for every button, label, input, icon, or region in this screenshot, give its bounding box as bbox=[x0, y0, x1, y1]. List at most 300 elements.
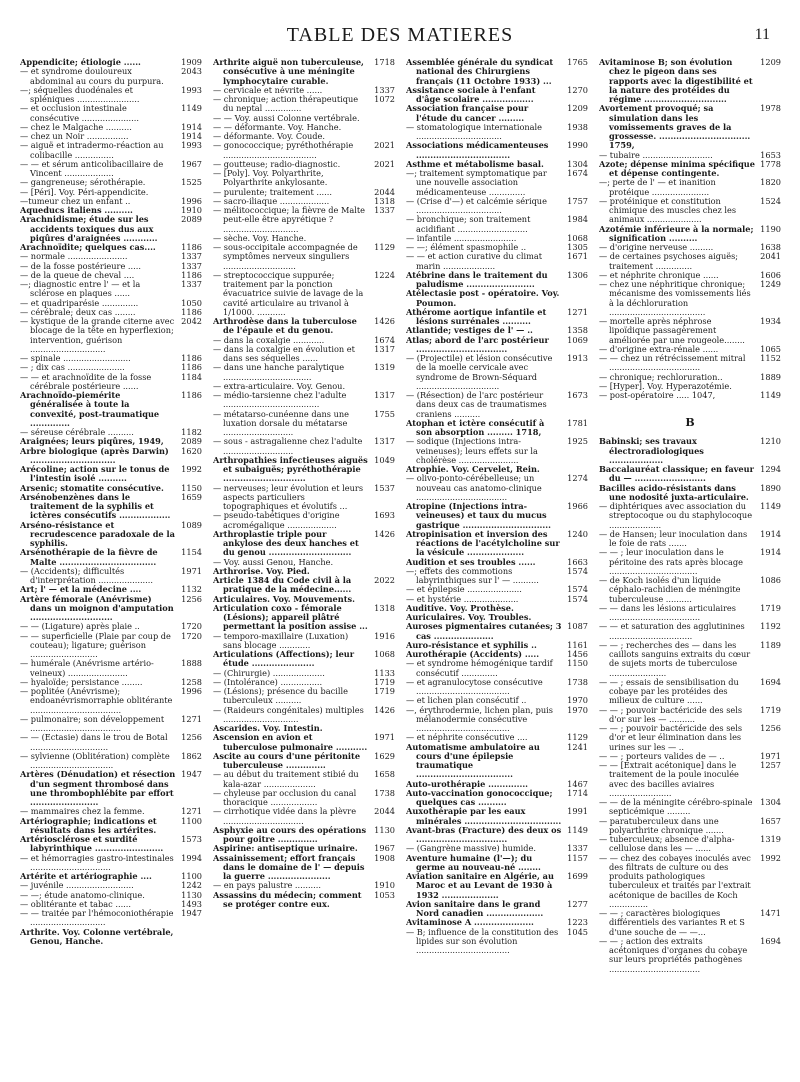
index-entry-term: — au début du traitement stibié du kala-azar .................... bbox=[213, 769, 359, 789]
index-entry bbox=[599, 252, 781, 271]
index-entry-term: — — et arachnoïdite de la fosse cérébrale postérieure ...... bbox=[20, 371, 152, 391]
index-entry-term: —; traitement symptomatique par une nouvelle association médicamenteuse .............. bbox=[406, 168, 547, 197]
index-entry-page: 2089 bbox=[181, 436, 202, 447]
index-entry-term: — — et saturation des agglutinines ................................ bbox=[599, 621, 745, 641]
index-entry-term: — —; élément spasmophile .. bbox=[406, 242, 527, 252]
index-entry bbox=[20, 548, 202, 567]
index-entry bbox=[20, 391, 202, 428]
index-entry-page: 1132 bbox=[181, 584, 202, 595]
index-entry-page: 1658 bbox=[374, 769, 395, 780]
index-entry-page: 1638 bbox=[760, 242, 781, 252]
index-entry-page: 1318 bbox=[374, 195, 395, 206]
index-entry-term: Assemblée générale du syndicat national des Chirurgiens français (11 Octobre 1933) ... bbox=[406, 58, 554, 86]
index-entry bbox=[599, 225, 781, 244]
index-entry-term: — — ; leur inoculation dans le péritoine des rats après blocage .................................. bbox=[599, 547, 743, 576]
index-entry-term: Atropinisation et inversion des réactions de l'acétylcholine sur la vésicule .................... bbox=[406, 528, 560, 558]
index-entry-term: — — et sérum anticolibacillaire de Vincent ................... bbox=[20, 158, 164, 178]
index-entry-term: Babinski; ses travaux électroradiologiques ................... bbox=[599, 436, 704, 465]
index-entry-page: 1209 bbox=[567, 103, 588, 114]
index-entry-page: 1186 bbox=[181, 306, 202, 317]
index-entry-term: — et hémorragies gastro-intestinales ............................... bbox=[20, 852, 174, 872]
index-entry-page: 1130 bbox=[374, 824, 395, 835]
index-entry-page: 1129 bbox=[374, 242, 395, 252]
index-entry-term: — dans une hanche paralytique .................................. bbox=[213, 362, 345, 382]
index-entry-page: 1916 bbox=[374, 630, 395, 641]
index-entry-page: 1150 bbox=[181, 482, 202, 493]
index-entry-page: 1319 bbox=[374, 362, 395, 373]
index-entry-page: 1224 bbox=[374, 269, 395, 280]
index-entry bbox=[406, 215, 588, 234]
index-entry-term: —tumeur chez un enfant .. bbox=[20, 195, 131, 206]
index-entry-term: Appendicite; étiologie ...... bbox=[20, 58, 141, 67]
index-entry-term: — chez un Noir ................ bbox=[20, 131, 129, 141]
index-entry-page: 1358 bbox=[567, 325, 588, 336]
index-entry-page: 1100 bbox=[181, 815, 202, 826]
index-column-1 bbox=[20, 58, 202, 1076]
index-entry-term: — (Intolérance) ................ bbox=[213, 676, 323, 687]
index-entry-term: — — dans les lésions articulaires ................................... bbox=[599, 602, 736, 622]
index-entry-term: — chronique; action thérapeutique du neptal .............. bbox=[213, 94, 359, 114]
index-entry-page: 1765 bbox=[567, 58, 588, 67]
index-entry-term: — — et action curative du climat marin .................... bbox=[406, 251, 543, 271]
index-entry-term: Auto-urothérapie .............. bbox=[406, 778, 529, 789]
index-entry-page: 1996 bbox=[181, 686, 202, 696]
index-entry bbox=[20, 493, 202, 521]
index-entry-term: — kystique de la grande citerne avec blocage de la tête en hyperflexion; intervention, guérison ............................. bbox=[20, 316, 175, 354]
index-entry-page: 1294 bbox=[760, 464, 781, 474]
index-entry bbox=[406, 900, 588, 919]
index-entry-page: 1186 bbox=[181, 362, 202, 373]
index-entry-term: — olivo-ponto-cérébelleuse; un nouveau cas anatomo-clinique ................................... bbox=[406, 473, 542, 502]
index-entry bbox=[406, 706, 588, 734]
index-entry-term: — normale ....................... bbox=[20, 251, 128, 262]
index-entry-page: 1271 bbox=[181, 806, 202, 817]
index-entry-page: 1992 bbox=[181, 464, 202, 474]
index-entry bbox=[599, 854, 781, 910]
index-entry bbox=[406, 336, 588, 355]
index-entry-term: — cirrhotique vidée dans la plèvre ............................... bbox=[213, 806, 357, 826]
index-entry bbox=[213, 789, 395, 808]
index-entry-term: — et néphrite consécutive .... bbox=[406, 732, 528, 743]
index-entry-page: 1189 bbox=[760, 639, 781, 650]
index-entry-term: — goutteuse; radio-diagnostic. bbox=[213, 158, 341, 169]
index-entry-term: Asphyxie au cours des opérations pour goitre .............. bbox=[213, 824, 367, 844]
index-entry-page: 1271 bbox=[567, 306, 588, 317]
index-entry-page: 1719 bbox=[760, 602, 781, 613]
index-entry-page: 1738 bbox=[374, 787, 395, 798]
index-entry-term: —, érythrodermie, lichen plan, puis mélanodermie consécutive .................................... bbox=[406, 704, 553, 733]
index-entry-page: 1337 bbox=[374, 205, 395, 215]
index-entry bbox=[406, 437, 588, 465]
index-entry-page: 1890 bbox=[760, 482, 781, 493]
index-entry-term: — Voy. aussi Genou, Hanche. bbox=[213, 556, 334, 567]
index-entry bbox=[599, 622, 781, 641]
index-entry-term: Atrophie. Voy. Cervelet, Rein. bbox=[406, 464, 540, 474]
index-entry bbox=[213, 650, 395, 669]
index-entry-page: 1889 bbox=[760, 371, 781, 382]
index-entry-page: 1304 bbox=[567, 158, 588, 169]
index-entry-term: — mortelle après néphrose lipoïdique passagèrement améliorée par une rougeole........ bbox=[599, 316, 745, 345]
index-entry-term: Articulaires. Voy. Mouvements. bbox=[213, 593, 355, 604]
index-entry-term: — — ; pouvoir bactéricide des sels d'or sur les — .......... bbox=[599, 704, 743, 724]
index-entry-term: Arsenic; stomatite consécutive. bbox=[20, 482, 164, 493]
index-entry-term: — — Voy. aussi Colonne vertébrale. bbox=[213, 112, 360, 123]
index-entry bbox=[406, 530, 588, 558]
index-entry-term: — (Lésions); présence du bacille tuberculeux .......... bbox=[213, 686, 348, 706]
index-entry-term: Artère fémorale (Anévrisme) dans un moignon d'amputation ............................. bbox=[20, 593, 174, 622]
index-entry bbox=[406, 789, 588, 808]
index-entry-page: 1914 bbox=[760, 528, 781, 539]
index-entry-page: 1186 bbox=[181, 390, 202, 400]
index-entry bbox=[213, 58, 395, 86]
index-entry-page: 1990 bbox=[567, 140, 588, 151]
index-entry-page: 1157 bbox=[567, 852, 588, 863]
index-entry-term: Avitaminose A ..................... bbox=[406, 917, 534, 928]
index-entry-term: Arachnoïdo-piemérite généralisée à toute la convexité, post-traumatique .............. bbox=[20, 390, 160, 428]
index-entry bbox=[20, 752, 202, 771]
index-entry-term: —; effets des commotions labyrinthiques sur l' — .......... bbox=[406, 565, 539, 585]
index-entry bbox=[406, 659, 588, 678]
index-entry bbox=[213, 345, 395, 364]
index-entry-page: 2041 bbox=[760, 251, 781, 262]
index-entry bbox=[20, 733, 202, 752]
index-entry bbox=[213, 604, 395, 632]
index-entry-page: 1971 bbox=[374, 732, 395, 743]
index-entry bbox=[406, 289, 588, 308]
index-entry-page: 1694 bbox=[760, 935, 781, 946]
index-entry-term: Atélectasie post - opératoire. Voy. Poumon. bbox=[406, 288, 560, 308]
index-entry-page: 2042 bbox=[181, 316, 202, 326]
index-entry-page: 1978 bbox=[760, 103, 781, 114]
index-entry-page: 1925 bbox=[567, 436, 588, 447]
index-entry-page: 1693 bbox=[374, 510, 395, 521]
index-entry-term: — et hystérie ..................... bbox=[406, 593, 519, 604]
index-entry bbox=[20, 595, 202, 623]
index-entry-term: — sylvienne (Oblitération) complète ................................ bbox=[20, 750, 170, 770]
index-entry-page: 1190 bbox=[760, 223, 781, 234]
index-entry-page: 1992 bbox=[760, 852, 781, 863]
index-entry-term: — d'origine extra-rénale ...... bbox=[599, 343, 719, 354]
index-entry-term: — séreuse cérébrale .......... bbox=[20, 427, 134, 437]
index-entry-page: 1493 bbox=[181, 898, 202, 909]
index-entry-term: — chez une néphritique chronique; mécanisme des vomissements liés à la déchloruration ..................................... bbox=[599, 279, 751, 317]
index-entry-term: — tuberculeux; absence d'alpha-cellulose dans les — ...... bbox=[599, 834, 735, 854]
index-entry-page: 1045 bbox=[567, 926, 588, 937]
index-entry-page: 1319 bbox=[760, 834, 781, 844]
index-entry-term: — juvénile .......................... bbox=[20, 880, 134, 891]
index-entry bbox=[20, 928, 202, 947]
index-entry bbox=[599, 817, 781, 836]
index-entry bbox=[406, 826, 588, 845]
index-entry-page: 1258 bbox=[181, 676, 202, 687]
index-entry-page: 1130 bbox=[181, 889, 202, 900]
index-entry-term: Atropine (Injections intra-veineuses) et taux du mucus gastrique ............................... bbox=[406, 501, 551, 530]
index-entry bbox=[599, 280, 781, 317]
index-entry-page: 1089 bbox=[181, 519, 202, 530]
index-entry-term: Aventure humaine (l'—); du germe au nouveau-né ........ bbox=[406, 852, 541, 872]
index-entry-term: Aspirine: antiseptique urinaire. bbox=[213, 843, 358, 854]
index-column-4 bbox=[599, 58, 781, 1076]
index-entry-page: 1714 bbox=[567, 787, 588, 798]
index-entry bbox=[406, 502, 588, 530]
index-entry-term: Azote; dépense minima spécifique et dépense contingente. bbox=[599, 158, 755, 178]
index-entry bbox=[213, 576, 395, 595]
index-entry-page: 1223 bbox=[567, 917, 588, 928]
index-entry-page: 1573 bbox=[181, 834, 202, 844]
index-entry-term: — — chez un rétrécissement mitral ................................... bbox=[599, 353, 746, 373]
index-entry-term: Ascite au cours d'une péritonite tuberculeuse .............. bbox=[213, 750, 361, 770]
index-entry-page: 1100 bbox=[181, 871, 202, 881]
index-entry-term: Atébrine dans le traitement du paludisme ........................ bbox=[406, 269, 548, 289]
index-entry bbox=[406, 308, 588, 327]
index-entry-page: 2044 bbox=[374, 806, 395, 817]
index-entry-term: — dans la coxalgie en évolution et dans ses séquelles ...... bbox=[213, 343, 355, 363]
index-entry bbox=[213, 363, 395, 382]
index-entry-page: 1069 bbox=[567, 334, 588, 345]
index-entry-term: — (Résection) de l'arc postérieur dans deux cas de traumatismes craniens .......... bbox=[406, 390, 547, 419]
index-entry bbox=[20, 854, 202, 873]
index-entry-term: — (Chirurgie) .................... bbox=[213, 667, 325, 678]
index-entry bbox=[213, 854, 395, 882]
index-entry bbox=[20, 160, 202, 179]
index-entry-term: Arthrite aiguë non tuberculeuse, consécutive à une méningite lymphocytaire curable. bbox=[213, 58, 364, 86]
index-entry bbox=[599, 354, 781, 373]
index-entry bbox=[406, 928, 588, 956]
index-entry-term: Arbre biologique (après Darwin) .............................. bbox=[20, 445, 169, 465]
index-entry-term: Artériographie; indications et résultats dans les artérites. bbox=[20, 815, 157, 835]
index-entry-page: 1257 bbox=[760, 760, 781, 770]
index-entry-page: 1426 bbox=[374, 316, 395, 326]
index-entry bbox=[213, 807, 395, 826]
index-entry-page: 1065 bbox=[760, 343, 781, 354]
index-entry-term: — oblitérante et tabac ...... bbox=[20, 898, 131, 909]
index-entry-page: 1718 bbox=[374, 58, 395, 67]
index-entry-term: — de Koch isolés d'un liquide céphalo-rachidien de méningite tuberculeuse .......... bbox=[599, 575, 741, 604]
index-entry-term: — aiguë et intradermo-réaction au colibacille ............... bbox=[20, 140, 164, 160]
index-entry-term: Atophan et ictère consécutif à son absorption ......... 1718, bbox=[406, 417, 545, 437]
index-entry-page: 1913 bbox=[567, 353, 588, 363]
index-entry-page: 1674 bbox=[567, 168, 588, 178]
index-entry bbox=[406, 622, 588, 641]
index-entry bbox=[406, 419, 588, 438]
index-entry-page: 1574 bbox=[567, 565, 588, 576]
index-entry bbox=[213, 687, 395, 706]
index-entry bbox=[599, 798, 781, 817]
index-entry-term: Aqueducs italiens .......... bbox=[20, 205, 133, 215]
index-entry-page: 1256 bbox=[760, 723, 781, 733]
index-entry bbox=[213, 456, 395, 484]
index-entry-term: Assassins du médecin; comment se protéger contre eux. bbox=[213, 889, 362, 909]
index-entry-page: 1337 bbox=[181, 251, 202, 262]
index-entry-term: — gonococcique; pyréthothérapie .................................... bbox=[213, 140, 354, 160]
index-entry-page: 1574 bbox=[567, 593, 588, 604]
index-entry bbox=[599, 530, 781, 549]
index-entry-page: 1673 bbox=[567, 390, 588, 400]
index-entry-page: 1993 bbox=[181, 84, 202, 95]
index-entry bbox=[599, 909, 781, 937]
index-entry-page: 1426 bbox=[374, 704, 395, 715]
index-entry-term: Auroses pigmentaires cutanées; 3 cas ..................... bbox=[406, 621, 562, 641]
index-entry-term: — B; influence de la constitution des lipides sur son évolution .................................... bbox=[406, 926, 559, 955]
index-column-2 bbox=[213, 58, 395, 1076]
index-entry-page: 1184 bbox=[181, 371, 202, 382]
index-entry-page: 1653 bbox=[760, 149, 781, 160]
index-entry-page: 2022 bbox=[374, 575, 395, 585]
index-entry-page: 1186 bbox=[181, 353, 202, 363]
index-entry-page: 1149 bbox=[567, 824, 588, 835]
page-number: 11 bbox=[754, 26, 770, 43]
index-entry-term: Auto-vaccination gonococcique; quelques cas .......... bbox=[406, 787, 553, 807]
index-entry-term: — et épilepsie ..................... bbox=[406, 584, 522, 595]
index-entry-term: — et lichen plan consécutif .. bbox=[406, 695, 527, 706]
index-entry-term: —; perte de l' — et inanition protéique ...................... bbox=[599, 177, 716, 197]
index-entry bbox=[406, 743, 588, 780]
index-entry-term: Arthropathies infectieuses aiguës et subaiguës; pyréthothérapie ............................. bbox=[213, 454, 368, 484]
index-entry bbox=[599, 197, 781, 225]
index-entry-term: — —; étude anatomo-clinique. bbox=[20, 889, 145, 900]
index-entry bbox=[599, 548, 781, 576]
index-entry-term: — diphtériques avec association du streptocoque ou du staphylocoque .................... bbox=[599, 501, 753, 530]
index-entry bbox=[213, 437, 395, 456]
index-entry-term: — — de la méningite cérébro-spinale septicémique ......... bbox=[599, 797, 753, 817]
index-entry-term: — temporo-maxillaire (Luxation) sans blocage ............ bbox=[213, 630, 349, 650]
index-entry bbox=[20, 373, 202, 392]
index-entry bbox=[599, 465, 781, 484]
index-entry-term: — [Hyper]. Voy. Hyperazotémie. bbox=[599, 380, 732, 391]
index-entry-page: 1674 bbox=[374, 334, 395, 345]
index-entry bbox=[20, 215, 202, 243]
index-entry-page: 1934 bbox=[760, 316, 781, 326]
index-entry-term: Atlantide; vestiges de l' — .. bbox=[406, 325, 533, 336]
index-entry bbox=[406, 86, 588, 105]
index-entry-page: 1240 bbox=[567, 528, 588, 539]
index-entry bbox=[20, 687, 202, 715]
index-entry-page: 1910 bbox=[181, 205, 202, 215]
index-entry bbox=[406, 354, 588, 391]
index-entry-term: Arachnoïdite; quelques cas.... bbox=[20, 242, 156, 252]
index-entry bbox=[20, 835, 202, 854]
index-entry-term: — — ; pouvoir bactéricide des sels d'or et leur élimination dans les urines sur les — .. bbox=[599, 723, 743, 752]
index-entry-term: Araignées; leurs piqûres, 1949, bbox=[20, 436, 164, 447]
index-entry-term: Baccalauréat classique; en faveur du — ......................... bbox=[599, 464, 754, 484]
index-entry-term: — tubaire ........................... bbox=[599, 149, 713, 160]
index-entry-page: 2021 bbox=[374, 158, 395, 169]
index-entry-term: — spinale .......................... bbox=[20, 353, 131, 363]
index-entry-page: 1192 bbox=[760, 621, 781, 632]
index-entry bbox=[599, 58, 781, 104]
index-entry-term: — et syndrome hémogénique tardif consécutif .............. bbox=[406, 658, 553, 678]
index-entry-term: — paratuberculeux dans une polyarthrite chronique ....... bbox=[599, 815, 724, 835]
index-entry-page: 1467 bbox=[567, 778, 588, 789]
index-entry-term: Articulation coxo - fémorale (Lésions); appareil plâtré permettant la position assise ... bbox=[213, 602, 368, 632]
index-entry bbox=[213, 95, 395, 114]
index-entry bbox=[213, 511, 395, 530]
index-entry bbox=[213, 169, 395, 188]
index-entry bbox=[599, 502, 781, 530]
index-entry-term: — — (Ligature) après plaie .. bbox=[20, 621, 140, 632]
index-entry bbox=[599, 761, 781, 798]
index-entry-term: Aviation sanitaire en Algérie, au Maroc et au Levant de 1930 à 1932 .................... bbox=[406, 871, 554, 900]
index-entry-page: 1270 bbox=[567, 84, 588, 95]
index-entry-term: — — chez des cobayes inoculés avec des filtrats de culture ou des produits pathologiques tuberculeux et traités par l'extrait acétonique de bacilles de Koch ............... bbox=[599, 852, 751, 909]
index-entry-term: — (Gangrène massive) humide. bbox=[406, 843, 536, 854]
index-entry bbox=[20, 567, 202, 586]
index-entry-term: — cervicale et névrite ...... bbox=[213, 84, 323, 95]
index-entry-term: Avortement provoqué; sa simulation dans les vomissements graves de la grossesse. ................................ 1759, bbox=[599, 103, 751, 151]
index-entry-term: Arsénothérapie de la fièvre de Malte .................................. bbox=[20, 547, 158, 567]
index-entry-page: 1967 bbox=[374, 843, 395, 854]
index-entry-page: 1909 bbox=[181, 58, 202, 67]
index-entry bbox=[20, 447, 202, 466]
index-entry bbox=[20, 817, 202, 836]
index-entry-term: Avitaminose B; son évolution chez le pigeon dans ses rapports avec la digestibilité et la nature des protéides du régime ............................. bbox=[599, 58, 753, 104]
index-entry-page: 1755 bbox=[374, 408, 395, 419]
index-entry bbox=[213, 706, 395, 725]
index-entry-term: — poplitée (Anévrisme); endoanévrismorraphie oblitérante ................................... bbox=[20, 686, 173, 715]
index-entry bbox=[599, 576, 781, 604]
index-entry-term: Athérome aortique infantile et lésions surrénales .......... bbox=[406, 306, 547, 326]
index-entry-page: 1699 bbox=[567, 871, 588, 881]
index-entry bbox=[20, 86, 202, 105]
index-entry-page: 2021 bbox=[374, 140, 395, 151]
index-entry-term: — — traitée par l'hémoconiothérapie ............................. bbox=[20, 908, 174, 928]
index-entry bbox=[213, 891, 395, 910]
index-entry-page: 1086 bbox=[760, 575, 781, 585]
index-entry-term: — (Projectile) et lésion consécutive de la moelle cervicale avec syndrome de Brown-Séquard ................................ bbox=[406, 353, 553, 391]
index-entry-term: — — ; essais de sensibilisation du cobaye par les protéides des milieux de culture ...... bbox=[599, 676, 739, 706]
index-entry bbox=[213, 733, 395, 752]
index-entry-page: 1663 bbox=[567, 556, 588, 567]
index-entry bbox=[406, 872, 588, 900]
index-entry-term: — humérale (Anévrisme artério-veineux) ....................... bbox=[20, 658, 154, 678]
index-entry-page: 1317 bbox=[374, 343, 395, 354]
index-entry bbox=[599, 641, 781, 678]
index-entry-page: 1970 bbox=[567, 704, 588, 715]
index-entry-term: — métatarso-cunéenne dans une luxation dorsale du métatarse ........................... bbox=[213, 408, 349, 437]
index-entry-page: 1053 bbox=[374, 889, 395, 900]
index-entry bbox=[406, 474, 588, 502]
index-entry bbox=[213, 271, 395, 317]
index-entry-page: 1996 bbox=[181, 195, 202, 206]
index-entry-term: — — ; recherches des — dans les caillots sanguins extraits du cœur de sujets morts de tuberculose ...................... bbox=[599, 639, 751, 678]
index-entry bbox=[213, 530, 395, 558]
index-entry-term: Arachnidisme; étude sur les accidents toxiques dus aux piqûres d'araignées ............ bbox=[20, 214, 158, 243]
index-entry-term: — nerveuses; leur évolution et leurs aspects particuliers topographiques et évolutifs ... bbox=[213, 482, 364, 511]
index-entry bbox=[213, 770, 395, 789]
index-entry-term: Ascension en avion et tuberculose pulmonaire ........... bbox=[213, 732, 368, 752]
index-entry-page: 1152 bbox=[760, 353, 781, 363]
index-entry bbox=[406, 197, 588, 216]
index-entry-term: — — ; action des extraits acétoniques d'organes du cobaye sur leurs propriétés pathogènes ................................... bbox=[599, 935, 748, 974]
index-entry-term: — dans la coxalgie ............ bbox=[213, 334, 325, 345]
index-entry-term: — — ; porteurs valides de — .. bbox=[599, 750, 725, 761]
index-entry-page: 1629 bbox=[374, 750, 395, 761]
index-entry-term: — médio-tarsienne chez l'adulte ..................................... bbox=[213, 390, 347, 410]
index-entry-term: — mammaires chez la femme. bbox=[20, 806, 145, 817]
index-entry-page: 1049 bbox=[374, 454, 395, 465]
index-entry-page: 1984 bbox=[567, 214, 588, 225]
index-entry-term: Azotémie inférieure à la normale; signification .......... bbox=[599, 223, 754, 243]
index-entry-page: 1050 bbox=[181, 297, 202, 308]
index-entry-term: — purulente; traitement ...... bbox=[213, 186, 332, 197]
index-entry-term: Avant-bras (Fracture) des deux os ................................ bbox=[406, 824, 562, 844]
index-entry-page: 1938 bbox=[567, 121, 588, 132]
index-entry-term: Atlas; abord de l'arc postérieur ................................ bbox=[406, 334, 549, 354]
index-entry-page: 1947 bbox=[181, 769, 202, 780]
index-entry-page: 1910 bbox=[374, 880, 395, 891]
index-entry-page: 1426 bbox=[374, 528, 395, 539]
index-entry-page: 1719 bbox=[760, 704, 781, 715]
